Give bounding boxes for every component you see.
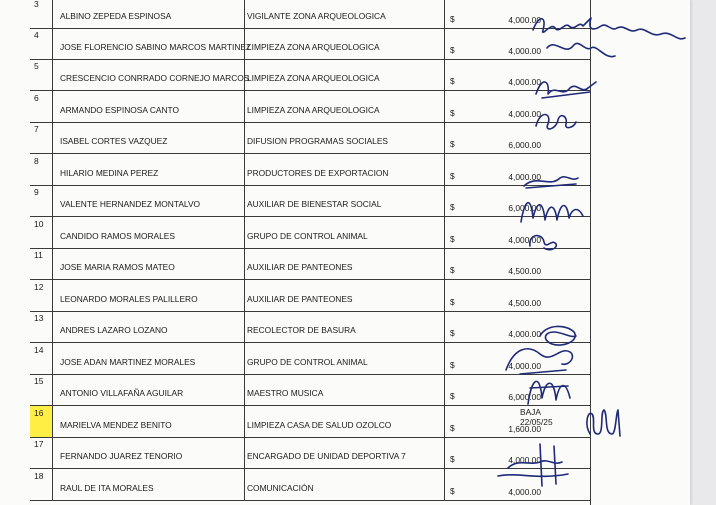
row-number: 16 bbox=[34, 408, 44, 418]
baja-note-label: BAJA bbox=[520, 407, 541, 417]
payment-amount: 4,000.00 bbox=[508, 235, 541, 245]
payment-amount: 4,500.00 bbox=[508, 298, 541, 308]
payment-amount: 4,000.00 bbox=[508, 77, 541, 87]
payment-amount: 4,500.00 bbox=[508, 266, 541, 276]
job-cell bbox=[244, 343, 444, 374]
row-number-cell bbox=[30, 437, 53, 468]
signature-row-17 bbox=[488, 436, 578, 490]
job-cell bbox=[244, 122, 444, 153]
job-cell bbox=[244, 248, 444, 279]
employee-name: FERNANDO JUAREZ TENORIO bbox=[60, 451, 183, 461]
payment-amount: 4,000.00 bbox=[508, 46, 541, 56]
employee-name: ANTONIO VILLAFAÑA AGUILAR bbox=[60, 388, 184, 398]
job-cell bbox=[244, 154, 444, 185]
job-cell bbox=[244, 311, 444, 342]
signature-row-9 bbox=[515, 192, 587, 228]
row-number: 11 bbox=[34, 250, 43, 260]
table-row bbox=[30, 59, 590, 91]
job-cell bbox=[244, 59, 444, 90]
row-number-cell bbox=[30, 374, 53, 405]
job-cell bbox=[244, 280, 444, 311]
employee-name: HILARIO MEDINA PEREZ bbox=[60, 168, 159, 178]
baja-note bbox=[520, 407, 553, 427]
payment-amount: 6,000.00 bbox=[508, 392, 541, 402]
signature-row-16 bbox=[582, 404, 626, 440]
job-cell bbox=[244, 437, 444, 468]
currency-symbol: $ bbox=[450, 391, 455, 401]
currency-symbol: $ bbox=[450, 139, 455, 149]
table-row bbox=[30, 28, 590, 60]
signature-row-3 bbox=[525, 8, 690, 66]
row-number: 4 bbox=[34, 30, 39, 40]
table-row bbox=[30, 311, 590, 343]
row-number: 12 bbox=[34, 282, 44, 292]
job-title: GRUPO DE CONTROL ANIMAL bbox=[247, 231, 368, 241]
table-row bbox=[30, 0, 590, 29]
currency-symbol: $ bbox=[450, 360, 455, 370]
row-number-cell bbox=[30, 469, 53, 500]
currency-symbol: $ bbox=[450, 45, 455, 55]
job-title: DIFUSION PROGRAMAS SOCIALES bbox=[247, 136, 389, 146]
employee-name: ARMANDO ESPINOSA CANTO bbox=[60, 105, 179, 115]
job-cell bbox=[244, 91, 444, 122]
job-cell bbox=[244, 469, 444, 500]
payment-amount: 4,000.00 bbox=[508, 15, 541, 25]
row-number: 13 bbox=[34, 313, 44, 323]
row-number: 8 bbox=[34, 156, 39, 166]
currency-symbol: $ bbox=[450, 171, 455, 181]
employee-name: JOSE ADAN MARTINEZ MORALES bbox=[60, 357, 196, 367]
job-cell bbox=[244, 217, 444, 248]
row-number: 18 bbox=[34, 471, 44, 481]
employee-name: VALENTE HERNANDEZ MONTALVO bbox=[60, 199, 201, 209]
employee-name: LEONARDO MORALES PALILLERO bbox=[60, 294, 198, 304]
row-number-cell bbox=[30, 185, 53, 216]
job-cell bbox=[244, 28, 444, 59]
job-title: LIMPIEZA ZONA ARQUEOLOGICA bbox=[247, 42, 380, 52]
signature-row-6 bbox=[530, 106, 580, 134]
employee-name: MARIELVA MENDEZ BENITO bbox=[60, 420, 172, 430]
job-title: GRUPO DE CONTROL ANIMAL bbox=[247, 357, 368, 367]
currency-symbol: $ bbox=[450, 423, 455, 433]
table-row bbox=[30, 248, 590, 280]
payment-amount: 1,600.00 bbox=[508, 424, 541, 434]
row-number: 7 bbox=[34, 124, 39, 134]
payment-cell bbox=[444, 280, 590, 311]
row-number: 10 bbox=[34, 219, 44, 229]
employee-name: CANDIDO RAMOS MORALES bbox=[60, 231, 175, 241]
row-number: 5 bbox=[34, 61, 39, 71]
job-cell bbox=[244, 374, 444, 405]
row-number-cell bbox=[30, 311, 53, 342]
row-number-cell bbox=[30, 28, 53, 59]
job-title: AUXILIAR DE PANTEONES bbox=[247, 262, 353, 272]
payment-cell bbox=[444, 248, 590, 279]
job-title: AUXILIAR DE PANTEONES bbox=[247, 294, 353, 304]
table-row bbox=[30, 217, 590, 249]
currency-symbol: $ bbox=[450, 108, 455, 118]
employee-name: ALBINO ZEPEDA ESPINOSA bbox=[60, 11, 172, 21]
table-row bbox=[30, 406, 590, 438]
signature-row-8 bbox=[520, 170, 582, 194]
table-row bbox=[30, 154, 590, 186]
row-number-cell bbox=[30, 280, 53, 311]
job-title: LIMPIEZA ZONA ARQUEOLOGICA bbox=[247, 73, 380, 83]
payment-amount: 4,000.00 bbox=[508, 487, 541, 497]
row-number-cell bbox=[30, 0, 53, 28]
job-title: PRODUCTORES DE EXPORTACION bbox=[247, 168, 389, 178]
payment-amount: 4,000.00 bbox=[508, 172, 541, 182]
row-number-cell bbox=[30, 406, 53, 437]
job-title: COMUNICACIÓN bbox=[247, 483, 314, 493]
job-cell bbox=[244, 406, 444, 437]
employee-name: ISABEL CORTES VAZQUEZ bbox=[60, 136, 168, 146]
table-row bbox=[30, 185, 590, 217]
table-row bbox=[30, 122, 590, 154]
job-title: RECOLECTOR DE BASURA bbox=[247, 325, 356, 335]
table-row bbox=[30, 91, 590, 123]
row-number: 3 bbox=[34, 0, 39, 9]
employee-name: RAUL DE ITA MORALES bbox=[60, 483, 154, 493]
currency-symbol: $ bbox=[450, 76, 455, 86]
currency-symbol: $ bbox=[450, 486, 455, 496]
row-number: 15 bbox=[34, 376, 44, 386]
currency-symbol: $ bbox=[450, 14, 455, 24]
row-number: 9 bbox=[34, 187, 39, 197]
currency-symbol: $ bbox=[450, 454, 455, 464]
row-number-cell bbox=[30, 122, 53, 153]
job-title: VIGILANTE ZONA ARQUEOLOGICA bbox=[247, 11, 386, 21]
currency-symbol: $ bbox=[450, 265, 455, 275]
job-title: MAESTRO MUSICA bbox=[247, 388, 324, 398]
employee-name: CRESCENCIO CONRRADO CORNEJO MARCOS bbox=[60, 73, 250, 83]
row-number: 14 bbox=[34, 345, 44, 355]
employee-name: JOSE MARIA RAMOS MATEO bbox=[60, 262, 175, 272]
job-cell bbox=[244, 0, 444, 28]
signature-row-10 bbox=[522, 228, 562, 254]
signature-row-5 bbox=[532, 72, 602, 102]
baja-note-date: 22/05/25 bbox=[520, 417, 553, 427]
currency-symbol: $ bbox=[450, 202, 455, 212]
job-title: LIMPIEZA ZONA ARQUEOLOGICA bbox=[247, 105, 380, 115]
currency-symbol: $ bbox=[450, 328, 455, 338]
payment-amount: 6,000.00 bbox=[508, 140, 541, 150]
row-number-cell bbox=[30, 59, 53, 90]
row-number-cell bbox=[30, 217, 53, 248]
payment-amount: 6,000.00 bbox=[508, 203, 541, 213]
payment-amount: 4,000.00 bbox=[508, 329, 541, 339]
signature-row-15 bbox=[520, 368, 576, 410]
currency-symbol: $ bbox=[450, 234, 455, 244]
payment-amount: 4,000.00 bbox=[508, 109, 541, 119]
row-number: 6 bbox=[34, 93, 39, 103]
payment-amount: 4,000.00 bbox=[508, 455, 541, 465]
row-number: 17 bbox=[34, 439, 44, 449]
employee-name: ANDRES LAZARO LOZANO bbox=[60, 325, 168, 335]
row-number-cell bbox=[30, 154, 53, 185]
table-row bbox=[30, 280, 590, 312]
job-cell bbox=[244, 185, 444, 216]
row-number-cell bbox=[30, 248, 53, 279]
row-number-cell bbox=[30, 91, 53, 122]
employee-name: JOSE FLORENCIO SABINO MARCOS MARTINEZ bbox=[60, 42, 252, 52]
job-title: ENCARGADO DE UNIDAD DEPORTIVA 7 bbox=[247, 451, 406, 461]
currency-symbol: $ bbox=[450, 297, 455, 307]
job-title: LIMPIEZA CASA DE SALUD OZOLCO bbox=[247, 420, 392, 430]
row-number-cell bbox=[30, 343, 53, 374]
payment-cell bbox=[444, 406, 590, 437]
job-title: AUXILIAR DE BIENESTAR SOCIAL bbox=[247, 199, 382, 209]
payment-amount: 4,000.00 bbox=[508, 361, 541, 371]
